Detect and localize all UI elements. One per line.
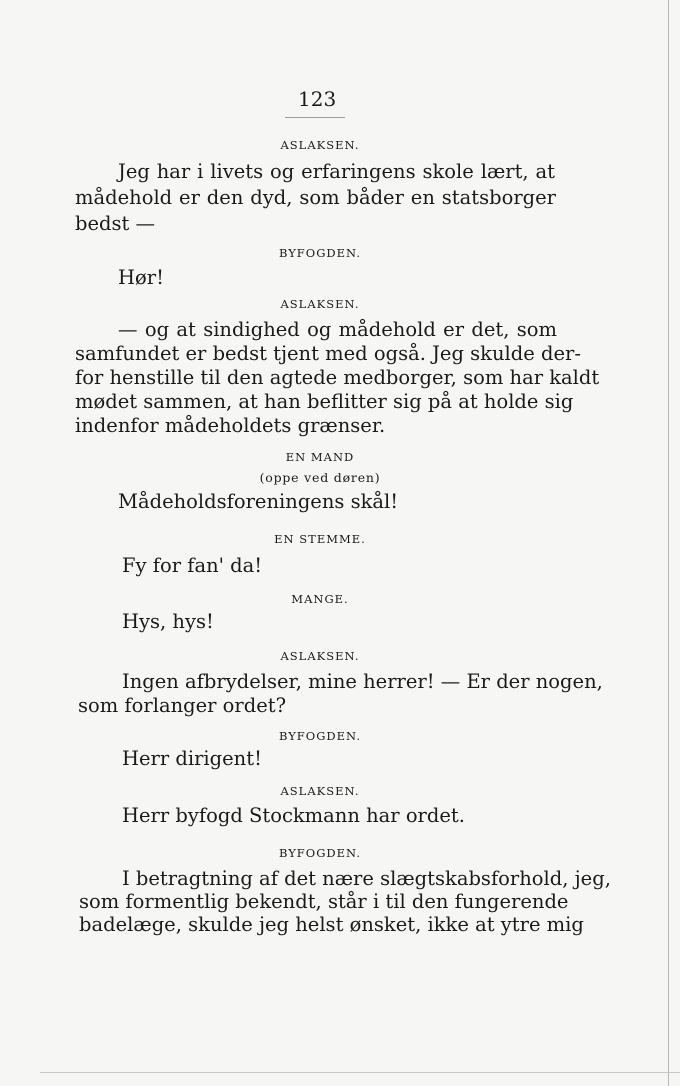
dialogue-line: Jeg har i livets og erfaringens skole lært, at — [118, 160, 555, 183]
dialogue-line: for henstille til den agtede medborger, som har kaldt — [75, 366, 600, 389]
speaker-label: ASLAKSEN. — [280, 297, 360, 311]
page-number-rule — [285, 117, 345, 118]
dialogue-line: Hør! — [118, 266, 164, 289]
dialogue-line: Fy for fan' da! — [122, 554, 263, 577]
stage-direction: (oppe ved døren) — [259, 470, 381, 485]
speaker-label: BYFOGDEN. — [278, 729, 362, 743]
speaker-label: ASLAKSEN. — [280, 784, 360, 798]
dialogue-line: I betragtning af det nære slægtskabsforhold, jeg, — [122, 867, 611, 890]
dialogue-line: Mådeholdsforeningens skål! — [118, 490, 399, 513]
speaker-label: MANGE. — [291, 592, 349, 606]
page-bottom-rule — [40, 1072, 680, 1073]
dialogue-line: badelæge, skulde jeg helst ønsket, ikke at ytre mig — [79, 913, 584, 936]
dialogue-line: Herr dirigent! — [122, 747, 262, 770]
dialogue-line: Herr byfogd Stockmann har ordet. — [122, 804, 465, 827]
page-number: 123 — [298, 87, 337, 111]
dialogue-line: indenfor mådeholdets grænser. — [75, 414, 386, 437]
dialogue-line: samfundet er bedst tjent med også. Jeg skulde der- — [75, 342, 581, 365]
dialogue-line: som formentlig bekendt, står i til den fungerende — [79, 890, 569, 913]
speaker-label: ASLAKSEN. — [280, 649, 360, 663]
speaker-label: EN STEMME. — [274, 532, 366, 546]
dialogue-line: bedst — — [75, 212, 156, 235]
dialogue-line: Ingen afbrydelser, mine herrer! — Er der nogen, — [122, 670, 603, 693]
dialogue-line: Hys, hys! — [122, 610, 214, 633]
speaker-label: EN MAND — [285, 450, 355, 464]
page-edge-rule — [668, 0, 669, 1086]
dialogue-line: mødet sammen, at han beflitter sig på at holde sig — [75, 390, 574, 413]
speaker-label: BYFOGDEN. — [278, 846, 362, 860]
dialogue-line: som forlanger ordet? — [78, 694, 287, 717]
speaker-label: BYFOGDEN. — [278, 246, 362, 260]
dialogue-line: mådehold er den dyd, som båder en statsborger — [75, 186, 556, 209]
dialogue-line: — og at sindighed og mådehold er det, som — [118, 318, 557, 341]
speaker-label: ASLAKSEN. — [280, 138, 360, 152]
